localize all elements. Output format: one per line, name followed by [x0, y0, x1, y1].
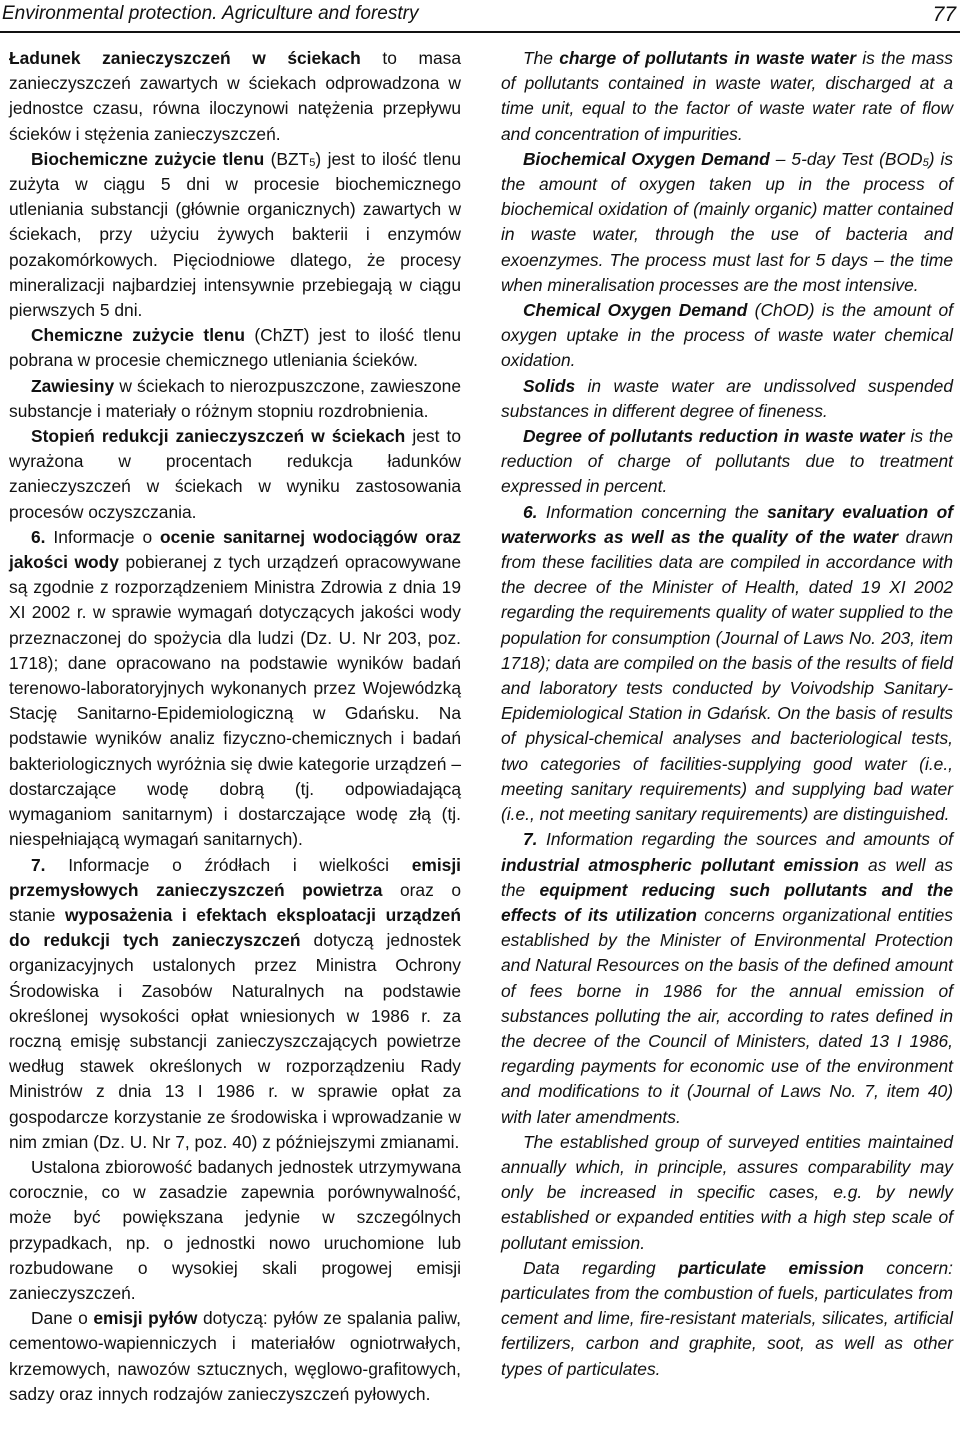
polish-paragraph: [9, 1155, 461, 1306]
text-run: oraz o stanie: [9, 879, 461, 925]
text-run: Informacje o: [45, 526, 161, 547]
text-run: as well as the: [501, 854, 953, 900]
page-header: [0, 0, 960, 32]
section-title: Environmental protection. Agriculture and forestry: [2, 3, 419, 24]
term-bold: 7.: [31, 854, 46, 875]
polish-column: [9, 46, 461, 1407]
text-run: – 5-day Test (BOD: [769, 148, 923, 169]
polish-paragraph: [9, 147, 461, 323]
term-bold: Ładunek zanieczyszczeń w ściekach: [9, 48, 361, 68]
text-run: dotyczą jednostek organizacyjnych ustalonych przez Ministra Ochrony Środowiska i Zasobów Naturalnych na podstawie określonej wysokości opłat wniesionych w 1986 r. za roczną emisję substancji zanieczyszczających powietrze według stawek określonych w rozporządzeniu Rady Ministrów z dnia 13 I 1986 r. w sprawie opłat za gospodarcze korzystanie ze środowiska i wprowadzanie w nim zmian (Dz. U. Nr 7, poz. 40) z późniejszymi zmianami.: [9, 930, 461, 1152]
english-paragraph: [501, 1130, 953, 1256]
text-run: (BZT: [264, 148, 310, 169]
term-bold: 6.: [523, 501, 538, 522]
english-paragraph: [501, 827, 953, 1129]
text-run: Data regarding: [523, 1257, 679, 1278]
term-bold: Zawiesiny: [31, 375, 115, 396]
term-bold: sanitary evaluation of waterworks as well as the quality of the water: [501, 501, 953, 547]
term-bold: ocenie sanitarnej wodociągów oraz jakości wody: [9, 526, 461, 573]
term-bold: Stopień redukcji zanieczyszczeń w ściekach: [31, 426, 406, 447]
text-run: (ChOD) is the amount of oxygen uptake in the process of waste water chemical oxidation.: [501, 300, 953, 371]
term-bold: particulate emission: [678, 1257, 864, 1278]
polish-paragraph: [9, 374, 461, 424]
text-run: pobieranej z tych urządzeń opracowywane są zgodnie z rozporządzeniem Ministra Zdrowia z dnia 19 XI 2002 r. w sprawie wymagań dotyczących jakości wody przeznaczonej do spożycia dla ludzi (Dz. U. Nr 203, poz. 1718); dane opracowano na podstawie wyników badań terenowo-laboratoryjnych wykonanych przez Wojewódzką Stację Sanitarno-Epidemiologiczną w Gdańsku. Na podstawie wyników analiz fizyczno-chemicznych i badań bakteriologicznych wyróżnia się dwie kategorie urządzeń – dostarczające wodę dobrą (tj. odpowiadającą wymaganiom sanitarnym) i dostarczające wodę złą (tj. niespełniającą wymagań sanitarnych).: [9, 552, 462, 850]
term-bold: 7.: [523, 829, 538, 850]
term-bold: emisji pyłów: [93, 1308, 198, 1329]
term-bold: wyposażenia i efektach eksploatacji urządzeń do redukcji tych zanieczyszczeń: [9, 904, 461, 951]
text-run: Information regarding the sources and amounts of: [537, 829, 953, 850]
english-paragraph: [501, 500, 953, 828]
subscript: 5: [922, 156, 929, 169]
text-run: jest to wyrażona w procentach redukcja ładunków zanieczyszczeń w ściekach w wyniku zastosowania procesów oczyszczania.: [9, 426, 461, 522]
text-run: concerns organizational entities established by the Minister of Environmental Protection and Natural Resources on the basis of the defined amount of fees borne in 1986 for the annual emission of substances polluting the air, according to rates defined in the decree of the Council of Ministers, dated 13 I 1986, regarding payments for economic use of the environment and modifications to it (Journal of Laws No. 7, item 40) with later amendments.: [501, 904, 953, 1127]
header-rule: [0, 31, 960, 33]
english-paragraph: [501, 147, 953, 298]
text-run: w ściekach to nierozpuszczone, zawieszone substancje i materiały o różnym stopniu rozdrobnienia.: [9, 375, 461, 421]
term-bold: charge of pollutants in waste water: [559, 48, 857, 68]
term-bold: Chemical Oxygen Demand: [523, 300, 748, 321]
text-run: The established group of surveyed entities maintained annually which, in principle, assures comparability may only be increased in specific cases, e.g. by newly established or expanded entities with a high step scale of pollutant emission.: [501, 1131, 953, 1253]
text-run: ) is the amount of oxygen taken up in the process of biochemical oxidation of (mainly organic) matter contained in waste water, through the use of bacteria and exoenzymes. The process must last for 5 days – the time when mineralisation processes are the most intensive.: [501, 148, 954, 295]
english-paragraph: [501, 374, 953, 424]
text-run: concern: particulates from the combustion of fuels, particulates from cement and lime, fire-resistant materials, silicates, artificial fertilizers, carbon and graphite, soot, as well as other types of particulates.: [501, 1257, 953, 1379]
polish-paragraph: [9, 323, 461, 373]
text-run: in waste water are undissolved suspended substances in different degree of fineness.: [501, 375, 953, 421]
polish-paragraph: [9, 853, 461, 1155]
term-bold: emisji przemysłowych zanieczyszczeń powietrza: [9, 854, 461, 900]
english-paragraph: [501, 1256, 953, 1382]
english-column: [501, 46, 953, 1382]
term-bold: Degree of pollutants reduction in waste water: [523, 426, 905, 447]
text-run: dotyczą: pyłów ze spalania paliw, cementowo-wapienniczych i materiałów ogniotrwałych, krzemowych, nawozów sztucznych, węglowo-grafitowych, sadzy oraz innych rodzajów zanieczyszczeń pyłowych.: [9, 1308, 461, 1404]
text-run: is the mass of pollutants contained in waste water, discharged at a time unit, equal to the factor of waste water rate of flow and concentration of impurities.: [501, 48, 953, 144]
text-run: The: [523, 48, 560, 68]
text-run: (ChZT) jest to ilość tlenu pobrana w procesie chemicznego utleniania ścieków.: [9, 325, 461, 371]
term-bold: industrial atmospheric pollutant emission: [501, 854, 859, 875]
polish-paragraph: [9, 46, 461, 147]
english-paragraph: [501, 424, 953, 500]
text-run: Ustalona zbiorowość badanych jednostek utrzymywana corocznie, co w zasadzie zapewnia porównywalność, może być powiększana jedynie w szczególnych przypadkach, np. o jednostki nowo uruchomione lub rozbudowane o wysokiej skali progowej emisji zanieczyszczeń.: [9, 1156, 461, 1303]
term-bold: 6.: [31, 526, 46, 547]
polish-paragraph: [9, 1306, 461, 1407]
text-run: Information concerning the: [537, 501, 768, 522]
polish-paragraph: [9, 525, 461, 853]
page-number: 77: [932, 3, 956, 26]
subscript: 5: [309, 156, 316, 169]
term-bold: Biochemical Oxygen Demand: [523, 148, 770, 169]
english-paragraph: [501, 298, 953, 374]
term-bold: Biochemiczne zużycie tlenu: [31, 148, 265, 169]
term-bold: equipment reducing such pollutants and the effects of its utilization: [501, 879, 953, 925]
polish-paragraph: [9, 424, 461, 525]
text-run: ) jest to ilość tlenu zużyta w ciągu 5 dni w procesie biochemicznego utleniania substancji (głównie organicznych) zawartych w ściekach, przy użyciu żywych bakterii i enzymów pozakomórkowych. Pięciodniowe dlatego, że procesy mineralizacji najbardziej intensywnie przebiegają w ciągu pierwszych 5 dni.: [9, 148, 461, 321]
english-paragraph: [501, 46, 953, 147]
text-run: is the reduction of charge of pollutants due to treatment expressed in percent.: [501, 426, 953, 497]
text-run: drawn from these facilities data are compiled in accordance with the decree of the Minister of Health, dated 19 XI 2002 regarding the requirements quality of water supplied to the population for consumption (Journal of Laws No. 203, item 1718); data are compiled on the basis of the results of field and laboratory tests conducted by Voivodship Sanitary-Epidemiological Station in Gdańsk. On the basis of results of physical-chemical analyses and bacteriological tests, two categories of facilities-supplying good water (i.e., meeting sanitary requirements) and supplying bad water (i.e., not meeting sanitary requirements) are distinguished.: [501, 526, 953, 825]
term-bold: Solids: [523, 375, 576, 396]
term-bold: Chemiczne zużycie tlenu: [31, 325, 245, 346]
text-run: Dane o: [31, 1308, 94, 1329]
text-run: to masa zanieczyszczeń zawartych w ściekach odprowadzona w jednostce czasu, równa iloczynowi natężenia przepływu ścieków i stężenia zanieczyszczeń.: [9, 48, 461, 144]
text-run: Informacje o źródłach i wielkości: [45, 854, 412, 875]
